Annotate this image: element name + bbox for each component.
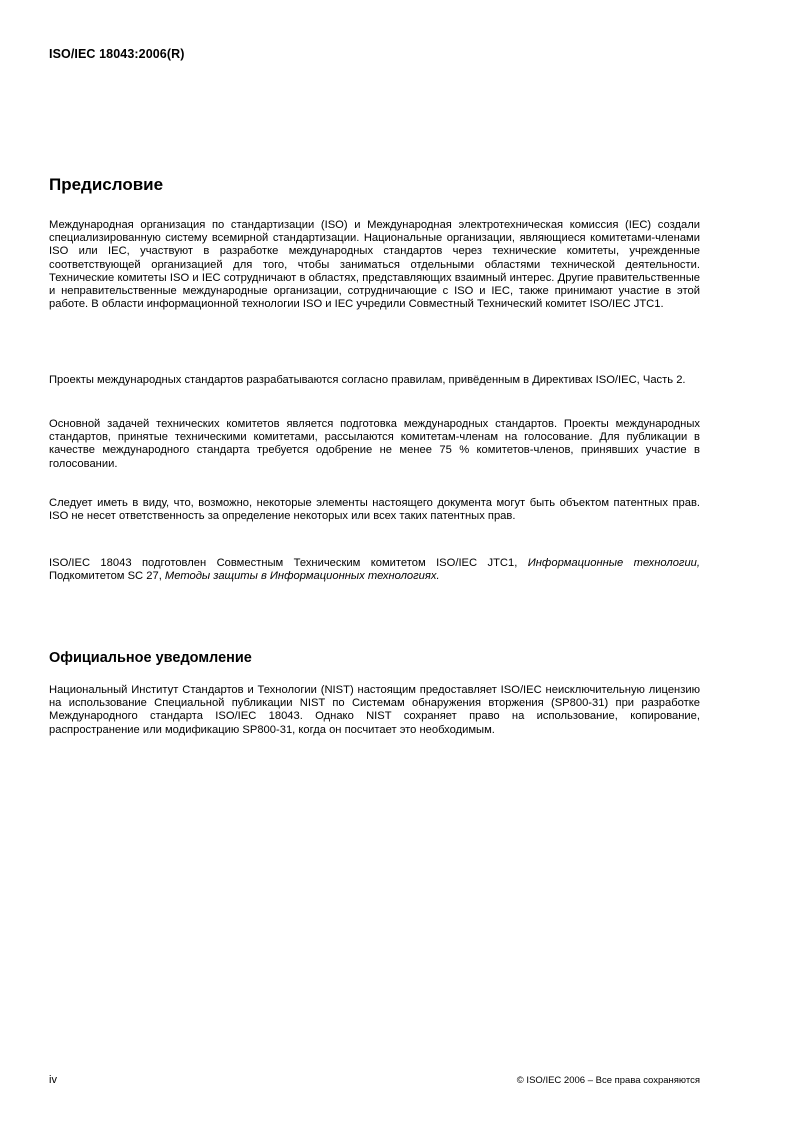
document-id: ISO/IEC 18043:2006(R) [49, 47, 185, 61]
official-notice-paragraph: Национальный Институт Стандартов и Технологии (NIST) настоящим предоставляет ISO/IEC неисключительную лицензию на использование Специальной публикации NIST по Системам обнаружения вторжения (SP800-31) при разработке Международного стандарта ISO/IEC 18043. Однако NIST сохраняет право на использование, копирование, распространение или модификацию SP800-31, когда он посчитает это необходимым. [49, 684, 700, 736]
foreword-paragraph-2: Проекты международных стандартов разрабатываются согласно правилам, привёденным в Директивах ISO/IEC, Часть 2. [49, 374, 686, 386]
foreword-paragraph-1: Международная организация по стандартизации (ISO) и Международная электротехническая комиссия (IEC) создали специализированную систему всемирной стандартизации. Национальные организации, являющиеся комитетами-членами ISO или IEC, участвуют в разработке международных стандартов через технические комитеты, учрежденные соответствующей организацией для того, чтобы заниматься отдельными областями технической деятельности. Технические комитеты ISO и IEC сотрудничают в областях, представляющих взаимный интерес. Другие правительственные и неправительственные международные организации, сотрудничающие с ISO и IEC, также принимают участие в этой работе. В области информационной технологии ISO и IEC учредили Совместный Технический комитет ISO/IEC JTC1. [49, 219, 700, 311]
foreword-paragraph-5 [49, 557, 700, 583]
foreword-p5-italic-2: Методы защиты в Информационных технологиях. [164, 570, 440, 583]
foreword-title: Предисловие [49, 175, 164, 194]
copyright-notice: © ISO/IEC 2006 – Все права сохраняются [516, 1075, 700, 1086]
official-notice-title: Официальное уведомление [49, 650, 252, 666]
foreword-p5-text-2: Подкомитетом SC 27, [49, 570, 165, 583]
foreword-paragraph-3: Основной задачей технических комитетов является подготовка международных стандартов. Проекты международных стандартов, принятые техническими комитетами, рассылаются комитетам-членам на голосование. Для публикации в качестве международного стандарта требуется одобрение не менее 75 % комитетов-членов, принявших участие в голосовании. [49, 418, 700, 470]
foreword-paragraph-4: Следует иметь в виду, что, возможно, некоторые элементы настоящего документа могут быть объектом патентных прав. ISO не несет ответственность за определение некоторых или всех таких патентных прав. [49, 497, 700, 523]
foreword-p5-italic-1: Информационные технологии, [527, 557, 700, 569]
foreword-p5-text-1: ISO/IEC 18043 подготовлен Совместным Техническим комитетом ISO/IEC JTC1, [49, 557, 528, 569]
page-number: iv [49, 1074, 57, 1086]
